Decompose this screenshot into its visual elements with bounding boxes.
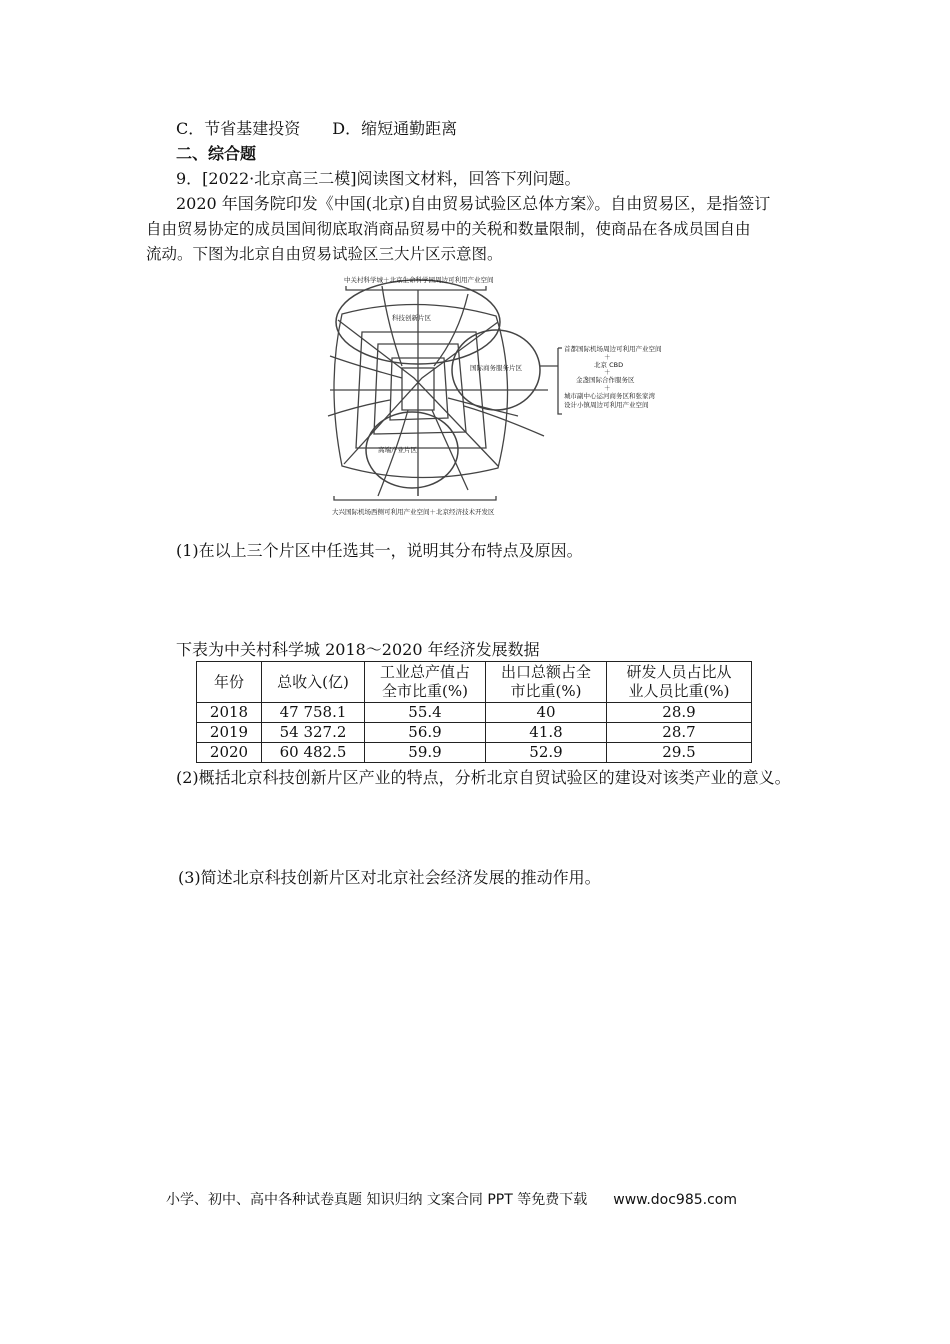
cell: 60 482.5	[262, 743, 365, 763]
table-row	[197, 743, 752, 763]
section-title: 二、综合题	[176, 144, 257, 163]
right-item-5: 设计小镇周边可利用产业空间	[564, 401, 649, 409]
cell: 54 327.2	[262, 723, 365, 743]
bottom-bracket	[334, 496, 496, 500]
right-item-2: 北京 CBD	[594, 361, 624, 369]
map-bottom-label: 大兴国际机场西侧可利用产业空间＋北京经济技术开发区	[332, 508, 495, 516]
zone-south-label: 高端产业片区	[378, 446, 417, 454]
header-year: 年份	[197, 662, 262, 703]
map-top-label: 中关村科学城＋北京生命科学园周边可利用产业空间	[344, 276, 494, 284]
header-rd-share: 研发人员占比从 业人员比重(%)	[607, 662, 752, 703]
zone-east-label: 国际商务服务片区	[470, 364, 522, 372]
cell: 2019	[197, 723, 262, 743]
header-export-share: 出口总额占全 市比重(%)	[486, 662, 607, 703]
table-row	[197, 703, 752, 723]
cell: 28.7	[607, 723, 752, 743]
cell: 29.5	[607, 743, 752, 763]
cell: 56.9	[365, 723, 486, 743]
cell: 2020	[197, 743, 262, 763]
header-revenue: 总收入(亿)	[262, 662, 365, 703]
free-trade-zone-map	[318, 266, 698, 520]
header-industrial-share: 工业总产值占 全市比重(%)	[365, 662, 486, 703]
intro-line-2: 自由贸易协定的成员国间彻底取消商品贸易中的关税和数量限制，使商品在各成员国自由	[146, 220, 751, 238]
cell: 40	[486, 703, 607, 723]
zone-north-label: 科技创新片区	[392, 314, 431, 322]
question-3: (3)简述北京科技创新片区对北京社会经济发展的推动作用。	[178, 868, 601, 887]
right-bracket	[540, 348, 562, 414]
cell: 41.8	[486, 723, 607, 743]
intro-line-3: 流动。下图为北京自由贸易试验区三大片区示意图。	[146, 245, 503, 263]
right-item-3: 金盏国际合作服务区	[576, 376, 635, 384]
ring-road-3	[390, 358, 448, 420]
table-caption: 下表为中关村科学城 2018～2020 年经济发展数据	[176, 640, 540, 659]
footer	[166, 1190, 737, 1210]
question-header: 9．[2022·北京高三二模]阅读图文材料，回答下列问题。	[176, 169, 581, 188]
economic-data-table	[196, 661, 752, 763]
intro-line-1: 2020 年国务院印发《中国(北京)自由贸易试验区总体方案》。自由贸易区，是指签订	[176, 194, 771, 213]
right-plus-1: ＋	[604, 353, 611, 361]
answer-options-line: C．节省基建投资 D．缩短通勤距离	[176, 119, 458, 138]
right-plus-3: ＋	[604, 384, 611, 392]
cell: 28.9	[607, 703, 752, 723]
cell: 2018	[197, 703, 262, 723]
question-1: (1)在以上三个片区中任选其一，说明其分布特点及原因。	[176, 541, 583, 560]
cell: 55.4	[365, 703, 486, 723]
cell: 47 758.1	[262, 703, 365, 723]
table-row	[197, 723, 752, 743]
right-item-4: 城市副中心运河商务区和张家湾	[564, 392, 655, 400]
footer-text: 小学、初中、高中各种试卷真题 知识归纳 文案合同 PPT 等免费下载	[166, 1192, 588, 1208]
cell: 59.9	[365, 743, 486, 763]
cell: 52.9	[486, 743, 607, 763]
table-header-row	[197, 662, 752, 703]
question-2: (2)概括北京科技创新片区产业的特点，分析北京自贸试验区的建设对该类产业的意义。	[176, 768, 791, 787]
footer-url[interactable]: www.doc985.com	[613, 1192, 737, 1208]
right-item-1: 首都国际机场周边可利用产业空间	[564, 345, 662, 353]
right-plus-2: ＋	[604, 368, 611, 376]
